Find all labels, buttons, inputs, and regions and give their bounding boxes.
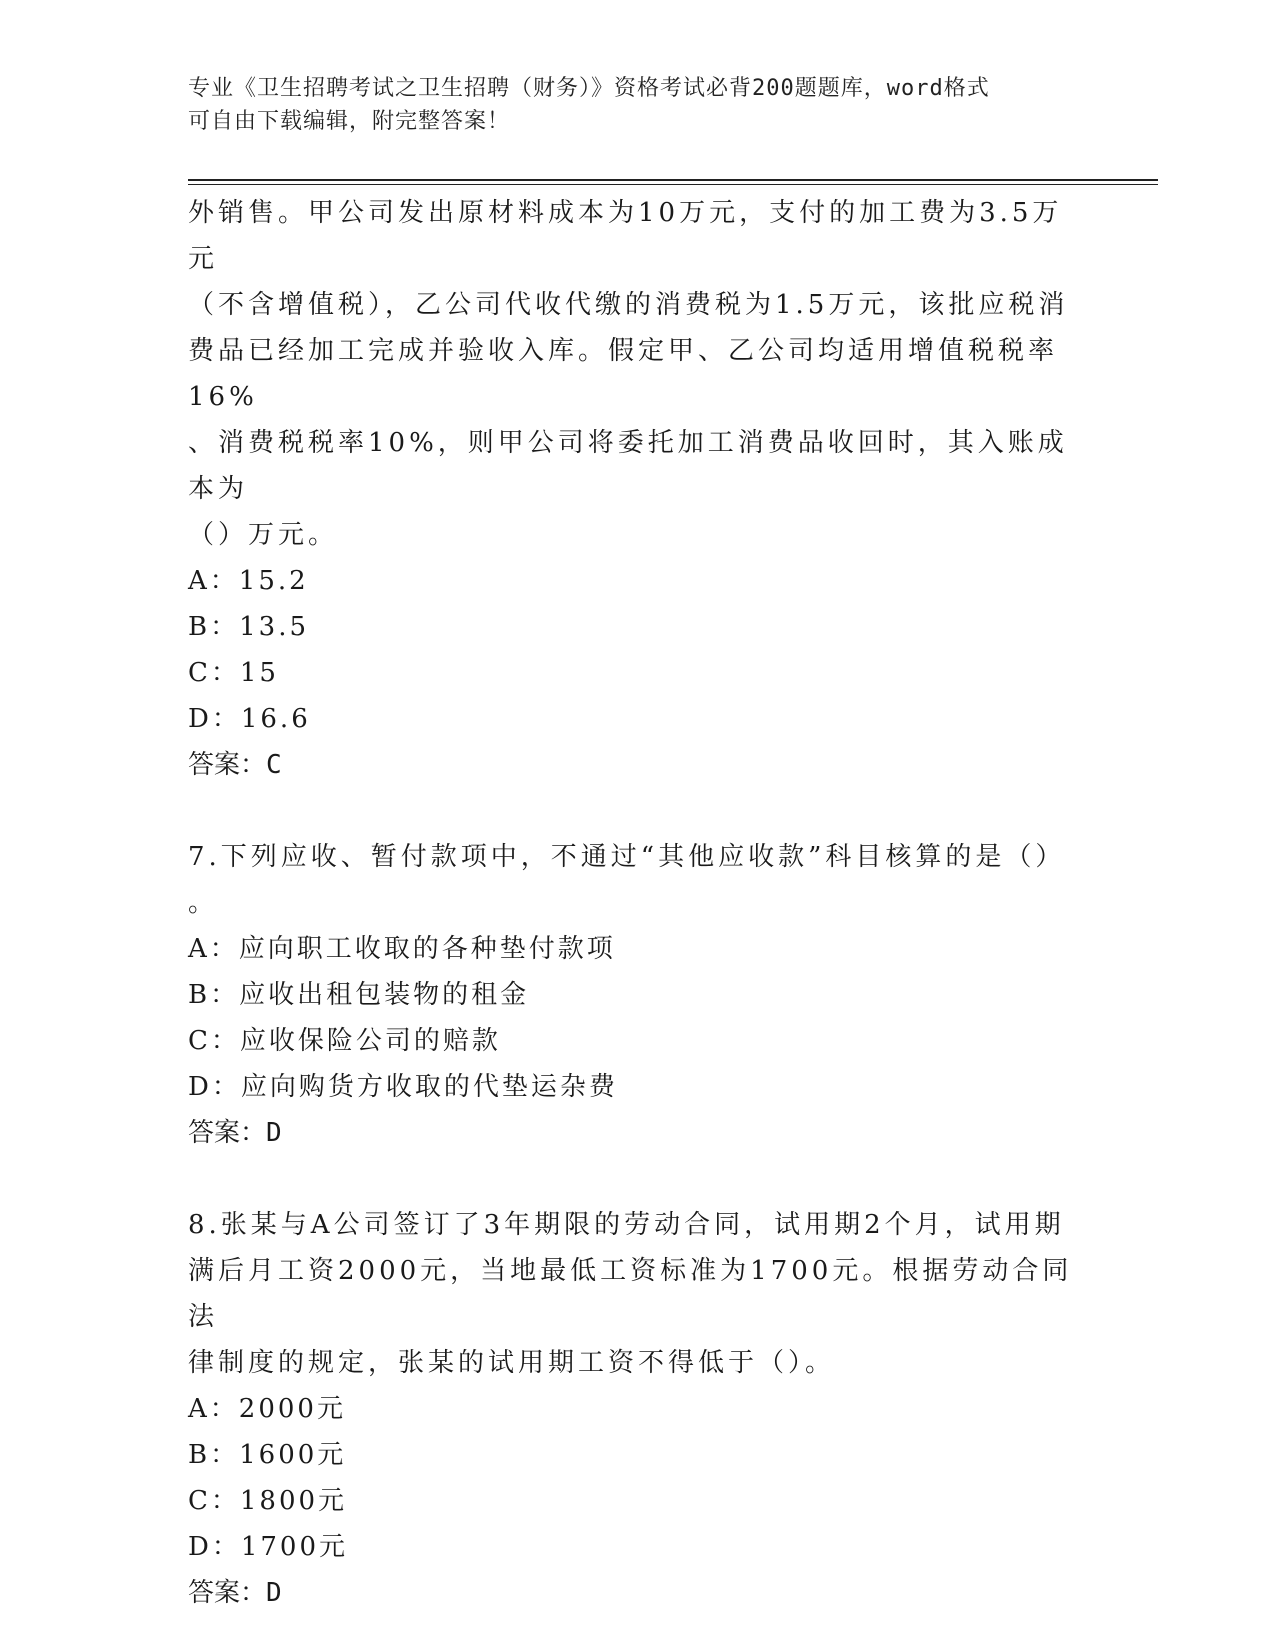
spacer (188, 1156, 1088, 1202)
option-a: A：15.2 (188, 566, 309, 596)
question-stem-line: 律制度的规定，张某的试用期工资不得低于（）。 (188, 1348, 836, 1378)
option-c: C：15 (188, 658, 279, 688)
header-line-1: 专业《卫生招聘考试之卫生招聘（财务）》资格考试必背200题题库，word格式 (188, 76, 990, 101)
answer: 答案：C (188, 750, 282, 780)
option-b: B：应收出租包装物的租金 (188, 980, 530, 1010)
question-stem-line: 8.张某与A公司签订了3年期限的劳动合同，试用期2个月，试用期 (188, 1210, 1065, 1240)
option-d: D：16.6 (188, 704, 311, 734)
option-b: B：1600元 (188, 1440, 347, 1470)
header-rule-thin (188, 184, 1158, 185)
header-line-2: 可自由下载编辑，附完整答案！ (188, 109, 511, 134)
question-stem-line: （）万元。 (188, 520, 339, 550)
question-8 (188, 1202, 1088, 1616)
option-a: A：应向职工收取的各种垫付款项 (188, 934, 616, 964)
question-stem-line: 、消费税税率10%，则甲公司将委托加工消费品收回时，其入账成本为 (188, 428, 1068, 504)
question-stem-line: 费品已经加工完成并验收入库。假定甲、乙公司均适用增值税税率16% (188, 336, 1059, 412)
option-b: B：13.5 (188, 612, 309, 642)
document-header (188, 72, 1088, 138)
option-d: D：1700元 (188, 1532, 349, 1562)
question-stem-line: 满后月工资2000元，当地最低工资标准为1700元。根据劳动合同法 (188, 1256, 1073, 1332)
option-c: C：应收保险公司的赔款 (188, 1026, 501, 1056)
option-a: A：2000元 (188, 1394, 346, 1424)
question-stem-line: 。 (188, 888, 219, 918)
spacer (188, 788, 1088, 834)
answer: 答案：D (188, 1578, 282, 1608)
option-c: C：1800元 (188, 1486, 348, 1516)
header-rule-thick (188, 179, 1158, 181)
option-d: D：应向购货方收取的代垫运杂费 (188, 1072, 618, 1102)
question-7 (188, 834, 1088, 1156)
question-stem-line: 7.下列应收、暂付款项中，不通过“其他应收款”科目核算的是（） (188, 842, 1066, 872)
question-stem-line: （不含增值税），乙公司代收代缴的消费税为1.5万元，该批应税消 (188, 290, 1069, 320)
question-6 (188, 190, 1088, 788)
answer: 答案：D (188, 1118, 282, 1148)
question-stem-line: 外销售。甲公司发出原材料成本为10万元，支付的加工费为3.5万元 (188, 198, 1063, 274)
document-body (188, 190, 1088, 1616)
